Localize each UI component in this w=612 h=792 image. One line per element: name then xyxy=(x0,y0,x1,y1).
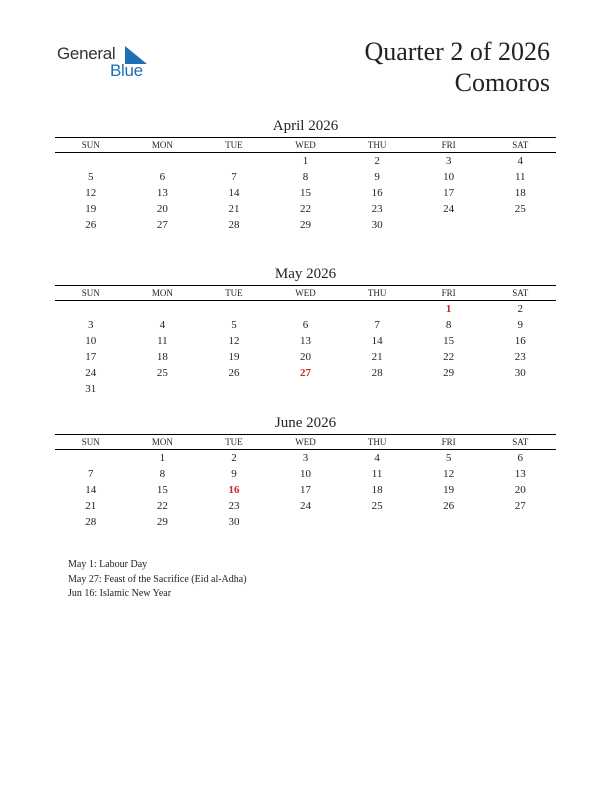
day-cell xyxy=(55,301,127,317)
day-cell: 5 xyxy=(445,452,452,464)
day-cell: 23 xyxy=(228,500,240,512)
week-row xyxy=(55,381,556,397)
day-cell xyxy=(413,381,485,397)
day-cell: 23 xyxy=(514,351,526,363)
week-row xyxy=(55,317,556,333)
week-row xyxy=(55,466,556,482)
day-cell: 30 xyxy=(514,367,526,379)
day-cell: 4 xyxy=(374,452,380,464)
day-cell xyxy=(198,153,270,169)
day-cell: 13 xyxy=(156,187,168,199)
day-cell: 25 xyxy=(371,500,383,512)
day-cell: 22 xyxy=(156,500,168,512)
day-cell: 1 xyxy=(302,155,309,167)
day-cell: 17 xyxy=(300,484,312,496)
week-row xyxy=(55,498,556,514)
day-cell: 28 xyxy=(85,516,97,528)
day-cell: 15 xyxy=(443,335,455,347)
day-cell: 22 xyxy=(300,203,312,215)
day-cell: 29 xyxy=(300,219,312,231)
quarter-title: Quarter 2 of 2026 xyxy=(364,37,550,66)
day-cell xyxy=(341,301,413,317)
day-cell xyxy=(127,381,199,397)
week-row xyxy=(55,301,556,317)
weekday-label: THU xyxy=(367,437,387,447)
day-cell: 28 xyxy=(371,367,383,379)
week-row xyxy=(55,482,556,498)
day-cell: 15 xyxy=(300,187,312,199)
day-cell: 12 xyxy=(228,335,240,347)
weekday-label: WED xyxy=(295,437,316,447)
day-cell: 5 xyxy=(88,171,94,183)
day-cell: 2 xyxy=(374,155,380,167)
weekday-label: TUE xyxy=(225,437,243,447)
day-cell: 7 xyxy=(231,171,237,183)
day-cell: 2 xyxy=(517,303,523,315)
logo-blue-text: Blue xyxy=(110,61,143,80)
day-cell xyxy=(341,514,413,530)
logo-general-text: General xyxy=(57,44,116,63)
day-cell xyxy=(270,381,342,397)
day-cell: 24 xyxy=(443,203,455,215)
day-cell xyxy=(55,450,127,466)
day-cell: 4 xyxy=(159,319,166,331)
weekday-header xyxy=(55,285,556,301)
day-cell: 21 xyxy=(228,203,240,215)
day-cell xyxy=(413,217,485,233)
day-cell: 10 xyxy=(85,335,97,347)
day-cell: 6 xyxy=(159,171,166,183)
day-cell: 11 xyxy=(514,171,526,183)
day-cell: 30 xyxy=(371,219,383,231)
day-cell xyxy=(341,381,413,397)
week-row xyxy=(55,217,556,233)
day-cell: 10 xyxy=(443,171,455,183)
day-cell: 22 xyxy=(443,351,455,363)
day-cell: 2 xyxy=(231,452,237,464)
day-cell: 9 xyxy=(374,171,380,183)
day-cell xyxy=(413,514,485,530)
weekday-label: MON xyxy=(151,437,173,447)
weekday-label: FRI xyxy=(441,437,456,447)
weekday-label: FRI xyxy=(441,140,456,150)
day-cell: 7 xyxy=(374,319,380,331)
holiday-notes xyxy=(68,558,247,602)
week-row xyxy=(55,201,556,217)
holiday-day-cell: 27 xyxy=(300,367,312,379)
weekday-label: SAT xyxy=(512,288,529,298)
day-cell xyxy=(198,301,270,317)
day-cell: 17 xyxy=(85,351,97,363)
week-row xyxy=(55,169,556,185)
day-cell: 27 xyxy=(514,500,526,512)
day-cell: 18 xyxy=(156,351,168,363)
day-cell: 3 xyxy=(445,155,452,167)
week-row xyxy=(55,349,556,365)
day-cell: 18 xyxy=(371,484,383,496)
day-cell: 3 xyxy=(302,452,309,464)
day-cell: 21 xyxy=(371,351,383,363)
day-cell: 11 xyxy=(371,468,383,480)
day-cell: 20 xyxy=(156,203,168,215)
weekday-label: WED xyxy=(295,140,316,150)
day-cell: 11 xyxy=(157,335,168,347)
weekday-label: SUN xyxy=(81,437,100,447)
weekday-label: FRI xyxy=(441,288,456,298)
day-cell: 26 xyxy=(443,500,455,512)
day-cell: 9 xyxy=(231,468,237,480)
day-cell: 19 xyxy=(443,484,455,496)
day-cell: 26 xyxy=(228,367,240,379)
holiday-note: May 1: Labour Day xyxy=(68,559,148,570)
day-cell: 5 xyxy=(231,319,237,331)
day-cell: 4 xyxy=(517,155,523,167)
day-cell: 12 xyxy=(443,468,455,480)
day-cell: 18 xyxy=(514,187,526,199)
day-cell: 13 xyxy=(514,468,526,480)
day-cell: 1 xyxy=(159,452,166,464)
weekday-label: SUN xyxy=(81,288,100,298)
day-cell: 13 xyxy=(300,335,312,347)
day-cell: 19 xyxy=(85,203,97,215)
day-cell xyxy=(55,153,127,169)
day-cell: 26 xyxy=(85,219,97,231)
day-cell: 28 xyxy=(228,219,240,231)
day-cell: 17 xyxy=(443,187,455,199)
day-cell xyxy=(270,514,342,530)
day-cell: 8 xyxy=(159,468,166,480)
weekday-label: THU xyxy=(367,140,387,150)
day-cell: 21 xyxy=(85,500,97,512)
day-cell: 27 xyxy=(156,219,168,231)
day-cell: 20 xyxy=(300,351,312,363)
day-cell: 8 xyxy=(445,319,452,331)
day-cell: 9 xyxy=(517,319,523,331)
weekday-label: MON xyxy=(151,140,173,150)
week-row xyxy=(55,185,556,201)
month-title: April 2026 xyxy=(272,118,339,134)
holiday-note: Jun 16: Islamic New Year xyxy=(68,588,172,599)
day-cell: 6 xyxy=(517,452,523,464)
day-cell: 6 xyxy=(302,319,309,331)
day-cell: 24 xyxy=(85,367,97,379)
week-row xyxy=(55,450,556,466)
day-cell xyxy=(127,153,199,169)
month-title: June 2026 xyxy=(274,415,337,431)
day-cell: 8 xyxy=(302,171,309,183)
holiday-day-cell: 1 xyxy=(445,303,452,315)
day-cell xyxy=(484,514,556,530)
day-cell: 31 xyxy=(85,383,97,395)
weekday-label: MON xyxy=(151,288,173,298)
month-grid xyxy=(55,153,556,233)
logo xyxy=(57,42,167,82)
day-cell: 29 xyxy=(443,367,455,379)
day-cell xyxy=(484,217,556,233)
weekday-label: SAT xyxy=(512,437,529,447)
day-cell: 12 xyxy=(85,187,97,199)
day-cell: 25 xyxy=(514,203,526,215)
day-cell xyxy=(127,301,199,317)
day-cell: 3 xyxy=(88,319,94,331)
week-row xyxy=(55,333,556,349)
weekday-label: TUE xyxy=(225,140,243,150)
month-title: May 2026 xyxy=(274,266,337,282)
day-cell: 7 xyxy=(88,468,94,480)
day-cell: 14 xyxy=(371,335,383,347)
weekday-label: SUN xyxy=(81,140,100,150)
day-cell: 20 xyxy=(514,484,526,496)
month-grid xyxy=(55,450,556,530)
holiday-note: May 27: Feast of the Sacrifice (Eid al-Adha) xyxy=(68,573,247,585)
weekday-label: THU xyxy=(367,288,387,298)
month-calendar-april xyxy=(55,117,556,233)
week-row xyxy=(55,514,556,530)
day-cell: 10 xyxy=(300,468,312,480)
day-cell: 15 xyxy=(156,484,168,496)
day-cell: 16 xyxy=(371,187,383,199)
day-cell: 25 xyxy=(156,367,168,379)
page-title xyxy=(364,36,550,98)
day-cell: 14 xyxy=(228,187,240,199)
month-grid xyxy=(55,301,556,397)
day-cell: 14 xyxy=(85,484,97,496)
day-cell: 19 xyxy=(228,351,240,363)
weekday-header xyxy=(55,137,556,153)
day-cell: 16 xyxy=(514,335,526,347)
week-row xyxy=(55,153,556,169)
weekday-header xyxy=(55,434,556,450)
weekday-label: WED xyxy=(295,288,316,298)
month-calendar-june xyxy=(55,414,556,530)
country-title: Comoros xyxy=(454,68,550,97)
day-cell xyxy=(198,381,270,397)
weekday-label: TUE xyxy=(225,288,243,298)
weekday-label: SAT xyxy=(512,140,529,150)
holiday-day-cell: 16 xyxy=(228,484,240,496)
day-cell: 23 xyxy=(371,203,383,215)
month-calendar-may xyxy=(55,265,556,397)
day-cell xyxy=(270,301,342,317)
week-row xyxy=(55,365,556,381)
day-cell: 29 xyxy=(156,516,168,528)
day-cell: 24 xyxy=(300,500,312,512)
day-cell: 30 xyxy=(228,516,240,528)
day-cell xyxy=(484,381,556,397)
